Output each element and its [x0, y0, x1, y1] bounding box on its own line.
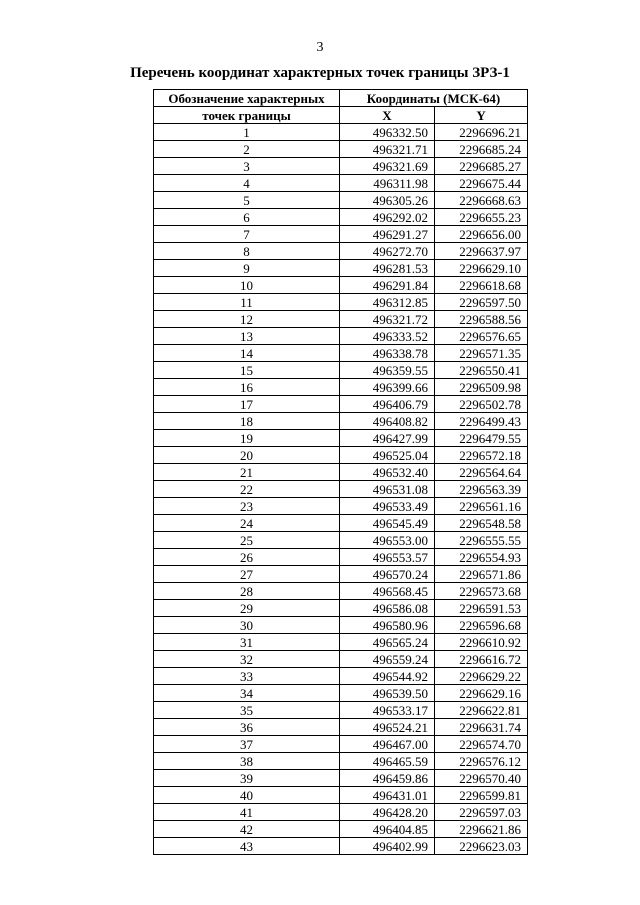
header-row-bottom [154, 107, 528, 124]
x-coordinate-cell: 496359.55 [340, 362, 435, 379]
y-coordinate-cell: 2296599.81 [435, 787, 528, 804]
table-row [154, 753, 528, 770]
table-row [154, 464, 528, 481]
x-coordinate-cell: 496402.99 [340, 838, 435, 855]
x-coordinate-cell: 496333.52 [340, 328, 435, 345]
y-coordinate-cell: 2296610.92 [435, 634, 528, 651]
y-coordinate-cell: 2296629.22 [435, 668, 528, 685]
table-row [154, 600, 528, 617]
point-id-cell: 25 [154, 532, 340, 549]
table-row [154, 651, 528, 668]
point-id-cell: 30 [154, 617, 340, 634]
point-id-cell: 16 [154, 379, 340, 396]
table-row [154, 685, 528, 702]
x-coordinate-cell: 496553.00 [340, 532, 435, 549]
x-coordinate-cell: 496427.99 [340, 430, 435, 447]
x-coordinate-cell: 496321.72 [340, 311, 435, 328]
point-id-cell: 32 [154, 651, 340, 668]
x-coordinate-cell: 496332.50 [340, 124, 435, 141]
y-coordinate-cell: 2296616.72 [435, 651, 528, 668]
table-row [154, 158, 528, 175]
header-y-label: Y [435, 107, 528, 124]
y-coordinate-cell: 2296573.68 [435, 583, 528, 600]
x-coordinate-cell: 496559.24 [340, 651, 435, 668]
x-coordinate-cell: 496272.70 [340, 243, 435, 260]
table-row [154, 124, 528, 141]
point-id-cell: 17 [154, 396, 340, 413]
table-row [154, 515, 528, 532]
table-row [154, 379, 528, 396]
page-number: 3 [316, 40, 324, 55]
table-row [154, 243, 528, 260]
y-coordinate-cell: 2296479.55 [435, 430, 528, 447]
table-row [154, 532, 528, 549]
x-coordinate-cell: 496533.17 [340, 702, 435, 719]
y-coordinate-cell: 2296499.43 [435, 413, 528, 430]
point-id-cell: 42 [154, 821, 340, 838]
point-id-cell: 15 [154, 362, 340, 379]
y-coordinate-cell: 2296550.41 [435, 362, 528, 379]
y-coordinate-cell: 2296502.78 [435, 396, 528, 413]
y-coordinate-cell: 2296588.56 [435, 311, 528, 328]
x-coordinate-cell: 496312.85 [340, 294, 435, 311]
y-coordinate-cell: 2296629.10 [435, 260, 528, 277]
point-id-cell: 12 [154, 311, 340, 328]
header-point-label-line2: точек границы [154, 107, 340, 124]
table-row [154, 634, 528, 651]
table-row [154, 719, 528, 736]
point-id-cell: 5 [154, 192, 340, 209]
table-row [154, 345, 528, 362]
x-coordinate-cell: 496525.04 [340, 447, 435, 464]
table-row [154, 821, 528, 838]
y-coordinate-cell: 2296576.12 [435, 753, 528, 770]
table-row [154, 362, 528, 379]
point-id-cell: 6 [154, 209, 340, 226]
x-coordinate-cell: 496553.57 [340, 549, 435, 566]
x-coordinate-cell: 496570.24 [340, 566, 435, 583]
point-id-cell: 10 [154, 277, 340, 294]
table-row [154, 175, 528, 192]
point-id-cell: 20 [154, 447, 340, 464]
table-row [154, 481, 528, 498]
y-coordinate-cell: 2296696.21 [435, 124, 528, 141]
y-coordinate-cell: 2296597.03 [435, 804, 528, 821]
point-id-cell: 18 [154, 413, 340, 430]
x-coordinate-cell: 496459.86 [340, 770, 435, 787]
document-title: Перечень координат характерных точек границы ЗРЗ-1 [130, 65, 510, 81]
point-id-cell: 38 [154, 753, 340, 770]
header-x-label: X [340, 107, 435, 124]
table-row [154, 294, 528, 311]
x-coordinate-cell: 496533.49 [340, 498, 435, 515]
point-id-cell: 37 [154, 736, 340, 753]
x-coordinate-cell: 496338.78 [340, 345, 435, 362]
x-coordinate-cell: 496565.24 [340, 634, 435, 651]
point-id-cell: 2 [154, 141, 340, 158]
x-coordinate-cell: 496568.45 [340, 583, 435, 600]
coordinates-table [153, 89, 528, 855]
y-coordinate-cell: 2296675.44 [435, 175, 528, 192]
point-id-cell: 41 [154, 804, 340, 821]
x-coordinate-cell: 496291.27 [340, 226, 435, 243]
header-point-label-line1: Обозначение характерных [154, 90, 340, 107]
y-coordinate-cell: 2296571.86 [435, 566, 528, 583]
point-id-cell: 33 [154, 668, 340, 685]
table-row [154, 804, 528, 821]
point-id-cell: 31 [154, 634, 340, 651]
point-id-cell: 39 [154, 770, 340, 787]
table-row [154, 770, 528, 787]
table-row [154, 311, 528, 328]
table-header [154, 90, 528, 124]
x-coordinate-cell: 496580.96 [340, 617, 435, 634]
y-coordinate-cell: 2296685.24 [435, 141, 528, 158]
y-coordinate-cell: 2296561.16 [435, 498, 528, 515]
y-coordinate-cell: 2296574.70 [435, 736, 528, 753]
point-id-cell: 3 [154, 158, 340, 175]
y-coordinate-cell: 2296555.55 [435, 532, 528, 549]
x-coordinate-cell: 496539.50 [340, 685, 435, 702]
y-coordinate-cell: 2296571.35 [435, 345, 528, 362]
y-coordinate-cell: 2296621.86 [435, 821, 528, 838]
table-row [154, 396, 528, 413]
point-id-cell: 26 [154, 549, 340, 566]
y-coordinate-cell: 2296622.81 [435, 702, 528, 719]
x-coordinate-cell: 496545.49 [340, 515, 435, 532]
point-id-cell: 40 [154, 787, 340, 804]
y-coordinate-cell: 2296591.53 [435, 600, 528, 617]
table-row [154, 192, 528, 209]
point-id-cell: 29 [154, 600, 340, 617]
x-coordinate-cell: 496531.08 [340, 481, 435, 498]
x-coordinate-cell: 496532.40 [340, 464, 435, 481]
point-id-cell: 14 [154, 345, 340, 362]
point-id-cell: 36 [154, 719, 340, 736]
y-coordinate-cell: 2296623.03 [435, 838, 528, 855]
y-coordinate-cell: 2296656.00 [435, 226, 528, 243]
y-coordinate-cell: 2296631.74 [435, 719, 528, 736]
table-row [154, 736, 528, 753]
table-row [154, 209, 528, 226]
x-coordinate-cell: 496431.01 [340, 787, 435, 804]
x-coordinate-cell: 496524.21 [340, 719, 435, 736]
table-row [154, 566, 528, 583]
y-coordinate-cell: 2296572.18 [435, 447, 528, 464]
point-id-cell: 13 [154, 328, 340, 345]
y-coordinate-cell: 2296637.97 [435, 243, 528, 260]
point-id-cell: 34 [154, 685, 340, 702]
x-coordinate-cell: 496291.84 [340, 277, 435, 294]
y-coordinate-cell: 2296576.65 [435, 328, 528, 345]
point-id-cell: 11 [154, 294, 340, 311]
point-id-cell: 4 [154, 175, 340, 192]
y-coordinate-cell: 2296618.68 [435, 277, 528, 294]
table-row [154, 141, 528, 158]
y-coordinate-cell: 2296564.64 [435, 464, 528, 481]
x-coordinate-cell: 496544.92 [340, 668, 435, 685]
point-id-cell: 7 [154, 226, 340, 243]
x-coordinate-cell: 496404.85 [340, 821, 435, 838]
y-coordinate-cell: 2296655.23 [435, 209, 528, 226]
y-coordinate-cell: 2296509.98 [435, 379, 528, 396]
x-coordinate-cell: 496586.08 [340, 600, 435, 617]
x-coordinate-cell: 496465.59 [340, 753, 435, 770]
header-row-top [154, 90, 528, 107]
x-coordinate-cell: 496408.82 [340, 413, 435, 430]
point-id-cell: 8 [154, 243, 340, 260]
table-row [154, 787, 528, 804]
table-row [154, 702, 528, 719]
table-row [154, 447, 528, 464]
table-row [154, 583, 528, 600]
x-coordinate-cell: 496428.20 [340, 804, 435, 821]
x-coordinate-cell: 496321.71 [340, 141, 435, 158]
x-coordinate-cell: 496399.66 [340, 379, 435, 396]
y-coordinate-cell: 2296597.50 [435, 294, 528, 311]
table-row [154, 430, 528, 447]
table-row [154, 226, 528, 243]
point-id-cell: 22 [154, 481, 340, 498]
point-id-cell: 24 [154, 515, 340, 532]
x-coordinate-cell: 496292.02 [340, 209, 435, 226]
x-coordinate-cell: 496311.98 [340, 175, 435, 192]
x-coordinate-cell: 496305.26 [340, 192, 435, 209]
x-coordinate-cell: 496321.69 [340, 158, 435, 175]
y-coordinate-cell: 2296685.27 [435, 158, 528, 175]
x-coordinate-cell: 496281.53 [340, 260, 435, 277]
table-row [154, 838, 528, 855]
table-row [154, 413, 528, 430]
point-id-cell: 28 [154, 583, 340, 600]
y-coordinate-cell: 2296548.58 [435, 515, 528, 532]
x-coordinate-cell: 496406.79 [340, 396, 435, 413]
y-coordinate-cell: 2296563.39 [435, 481, 528, 498]
table-row [154, 260, 528, 277]
y-coordinate-cell: 2296668.63 [435, 192, 528, 209]
table-body [154, 124, 528, 855]
table-row [154, 328, 528, 345]
y-coordinate-cell: 2296629.16 [435, 685, 528, 702]
table-row [154, 277, 528, 294]
point-id-cell: 9 [154, 260, 340, 277]
point-id-cell: 21 [154, 464, 340, 481]
y-coordinate-cell: 2296554.93 [435, 549, 528, 566]
point-id-cell: 35 [154, 702, 340, 719]
point-id-cell: 1 [154, 124, 340, 141]
header-coordinates-label: Координаты (МСК-64) [340, 90, 528, 107]
table-row [154, 498, 528, 515]
table-row [154, 549, 528, 566]
table-row [154, 617, 528, 634]
table-row [154, 668, 528, 685]
x-coordinate-cell: 496467.00 [340, 736, 435, 753]
point-id-cell: 43 [154, 838, 340, 855]
y-coordinate-cell: 2296596.68 [435, 617, 528, 634]
point-id-cell: 19 [154, 430, 340, 447]
y-coordinate-cell: 2296570.40 [435, 770, 528, 787]
point-id-cell: 23 [154, 498, 340, 515]
point-id-cell: 27 [154, 566, 340, 583]
